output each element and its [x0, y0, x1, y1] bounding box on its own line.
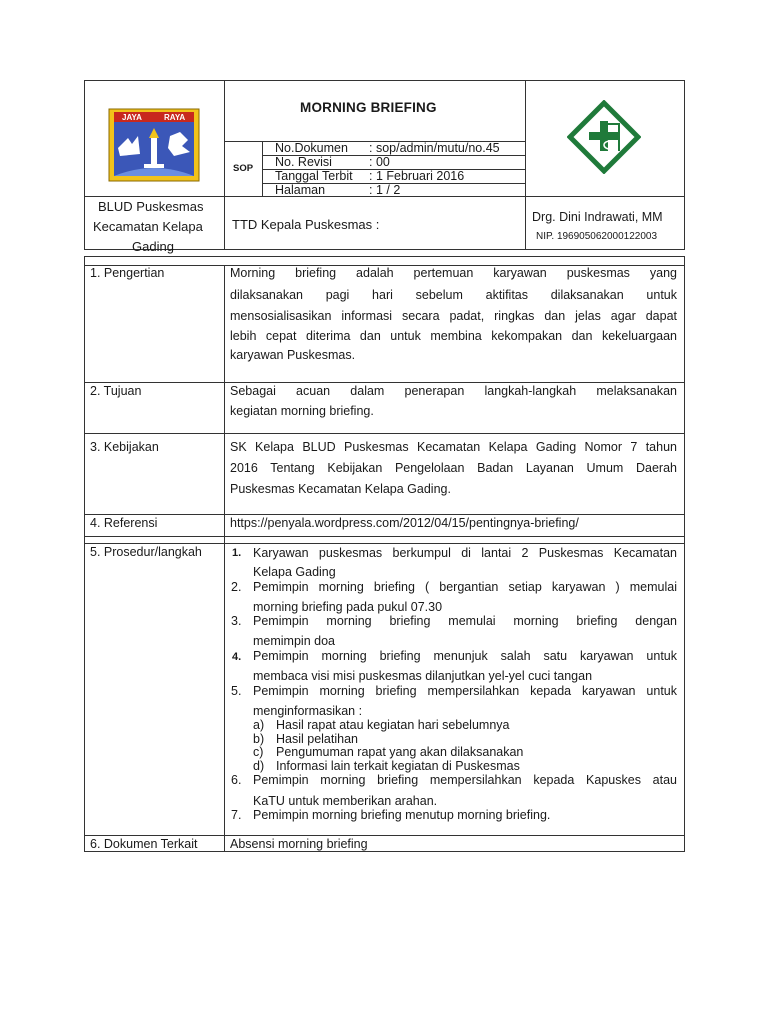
step-6-line-2: KaTU untuk memberikan arahan.	[253, 794, 438, 808]
step-6-number: 6.	[231, 773, 242, 787]
logo-text-jaya: JAYA	[122, 113, 142, 122]
step-1-line-1: Karyawan puskesmas berkumpul di lantai 2 Puskesmas Kecamatan	[253, 546, 677, 560]
meta-label-no-dokumen: No.Dokumen	[275, 141, 348, 155]
puskesmas-logo-icon	[567, 100, 641, 174]
dokumen-terkait-text: Absensi morning briefing	[230, 837, 368, 851]
substep-c-letter: c)	[253, 745, 264, 759]
ttd-label: TTD Kepala Puskesmas :	[232, 217, 380, 232]
substep-d-text: Informasi lain terkait kegiatan di Puskesmas	[276, 759, 520, 773]
step-3-line-2: memimpin doa	[253, 634, 335, 648]
pengertian-line-2: dilaksanakan pagi hari sebelum aktifitas dilaksanakan untuk	[230, 288, 677, 302]
pengertian-line-4: lebih cepat diterima dan untuk membina kekompakan dan kekeluargaan	[230, 329, 677, 343]
step-3-number: 3.	[231, 614, 242, 628]
step-4-line-1: Pemimpin morning briefing menunjuk salah satu karyawan untuk	[253, 649, 677, 663]
substep-a-letter: a)	[253, 718, 265, 732]
document-title: MORNING BRIEFING	[300, 100, 437, 115]
pengertian-line-5: karyawan Puskesmas.	[230, 348, 356, 362]
section-label-tujuan: 2. Tujuan	[90, 384, 142, 398]
signer-name: Drg. Dini Indrawati, MM	[532, 210, 663, 224]
substep-c-text: Pengumuman rapat yang akan dilaksanakan	[276, 745, 524, 759]
tujuan-line-1: Sebagai acuan dalam penerapan langkah-langkah melaksanakan	[230, 384, 677, 398]
meta-label-no-revisi: No. Revisi	[275, 155, 332, 169]
step-1-line-2: Kelapa Gading	[253, 565, 336, 579]
substep-b-text: Hasil pelatihan	[276, 732, 358, 746]
step-6-line-1: Pemimpin morning briefing mempersilahkan kepada Kapuskes atau	[253, 773, 677, 787]
org-line-1: BLUD Puskesmas	[98, 199, 204, 214]
org-line-3: Gading	[132, 239, 174, 254]
step-2-line-2: morning briefing pada pukul 07.30	[253, 600, 443, 614]
step-7-line-1: Pemimpin morning briefing menutup morning briefing.	[253, 808, 551, 822]
substep-a-text: Hasil rapat atau kegiatan hari sebelumnya	[276, 718, 510, 732]
org-line-2: Kecamatan Kelapa	[93, 219, 203, 234]
pengertian-line-1: Morning briefing adalah pertemuan karyawan puskesmas yang	[230, 266, 677, 280]
meta-value-no-dokumen: : sop/admin/mutu/no.45	[369, 141, 500, 155]
step-7-number: 7.	[231, 808, 242, 822]
sop-label: SOP	[233, 163, 254, 174]
step-4-number: 4.	[232, 651, 242, 663]
meta-value-tanggal-terbit: : 1 Februari 2016	[369, 169, 465, 183]
step-2-number: 2.	[231, 580, 242, 594]
kebijakan-line-1: SK Kelapa BLUD Puskesmas Kecamatan Kelapa Gading Nomor 7 tahun	[230, 440, 677, 454]
step-4-line-2: membaca visi misi puskesmas dilanjutkan yel-yel cuci tangan	[253, 669, 593, 683]
section-label-kebijakan: 3. Kebijakan	[90, 440, 159, 454]
kebijakan-line-2: 2016 Tentang Kebijakan Pengelolaan Badan Layanan Umum Daerah	[230, 461, 677, 475]
step-5-line-2: menginformasikan :	[253, 704, 363, 718]
meta-value-no-revisi: : 00	[369, 155, 390, 169]
section-label-referensi: 4. Referensi	[90, 516, 158, 530]
section-label-dokumen-terkait: 6. Dokumen Terkait	[90, 837, 198, 851]
tujuan-line-2: kegiatan morning briefing.	[230, 404, 374, 418]
meta-value-halaman: : 1 / 2	[369, 183, 401, 197]
signer-nip: NIP. 196905062000122003	[536, 231, 658, 242]
step-2-line-1: Pemimpin morning briefing ( bergantian setiap karyawan ) memulai	[253, 580, 677, 594]
substep-d-letter: d)	[253, 759, 265, 773]
step-3-line-1: Pemimpin morning briefing memulai morning briefing dengan	[253, 614, 677, 628]
meta-label-tanggal-terbit: Tanggal Terbit	[275, 169, 353, 183]
kebijakan-line-3: Puskesmas Kecamatan Kelapa Gading.	[230, 482, 451, 496]
section-label-pengertian: 1. Pengertian	[90, 266, 165, 280]
referensi-link[interactable]: https://penyala.wordpress.com/2012/04/15/pentingnya-briefing/	[230, 516, 579, 530]
step-5-line-1: Pemimpin morning briefing mempersilahkan kepada karyawan untuk	[253, 684, 677, 698]
logo-text-raya: RAYA	[164, 113, 186, 122]
meta-label-halaman: Halaman	[275, 183, 326, 197]
jaya-raya-logo-icon	[108, 108, 200, 182]
step-1-number: 1.	[232, 547, 242, 559]
section-label-prosedur: 5. Prosedur/langkah	[90, 545, 202, 559]
step-5-number: 5.	[231, 684, 242, 698]
substep-b-letter: b)	[253, 732, 265, 746]
pengertian-line-3: mensosialisasikan informasi secara padat, ringkas dan jelas agar dapat	[230, 309, 677, 323]
